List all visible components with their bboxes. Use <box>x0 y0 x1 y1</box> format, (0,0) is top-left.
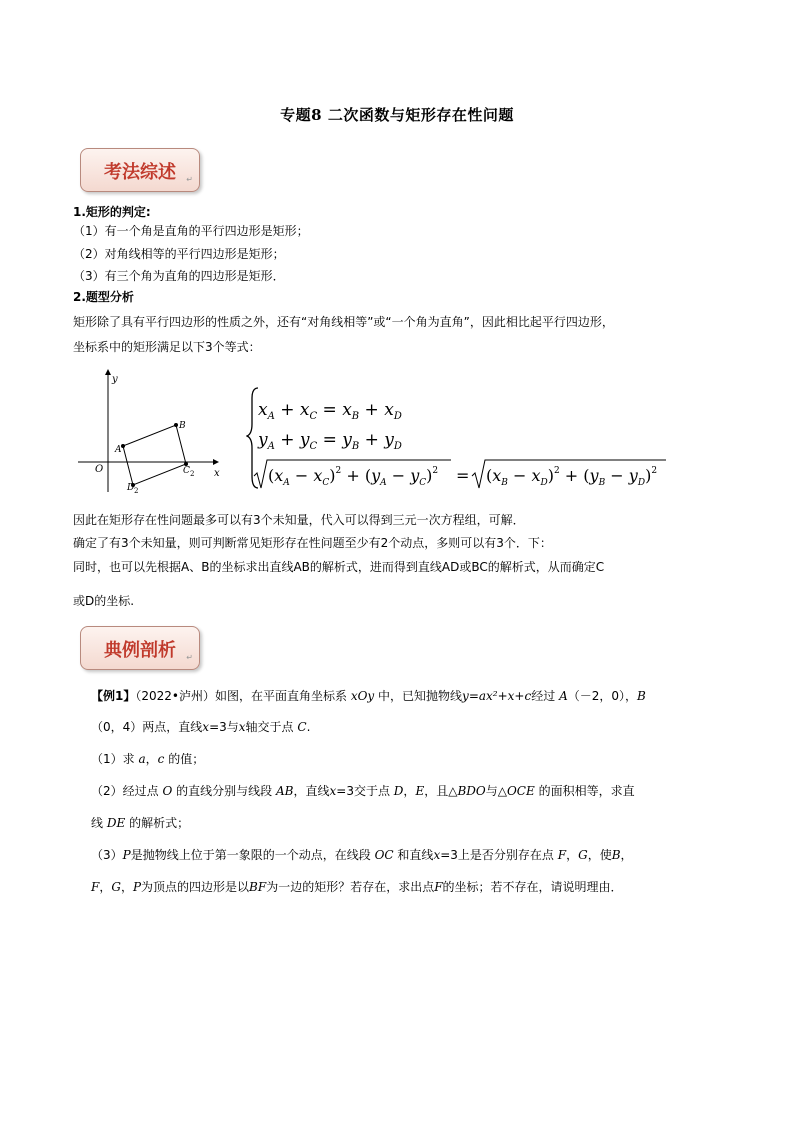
example-question-2: （2）经过点 O 的直线分别与线段 AB，直线x=3交于点 D，E，且△BDO与△OCE 的面积相等，求直 <box>91 784 635 798</box>
section-banner-methods: 考法综述 ↵ <box>80 148 200 192</box>
equation-2 <box>257 430 402 452</box>
example-line-1: 【例1】（2022•泸州）如图，在平面直角坐标系 xOy 中，已知抛物线y=ax²+x+c经过 A（－2，0），B <box>91 689 646 703</box>
point-c-label: C <box>183 466 190 476</box>
equation-1 <box>258 400 402 422</box>
rule-2: （2）对角线相等的平行四边形是矩形； <box>73 247 285 261</box>
rule-1: （1）有一个角是直角的平行四边形是矩形； <box>73 224 309 238</box>
x-axis-label: x <box>214 468 220 479</box>
heading-rect-criteria: 1.矩形的判定: <box>73 205 151 219</box>
analysis-para-1: 矩形除了具有平行四边形的性质之外，还有“对角线相等”或“一个角为直角”，因此相比起平行四边形， <box>73 315 614 329</box>
svg-text:=: = <box>456 466 470 485</box>
svg-text:xA + xC = xB + xD: $x_A + x_C = x_B + x_D$ <box>258 400 402 422</box>
svg-text:(xB − xD)2 + (yB − yD)2: $(x_B - x_D)^2 + (y_B - y_D)^2$ <box>486 466 658 488</box>
banner-label: 典例剖析 <box>104 640 176 661</box>
origin-label: O <box>95 464 104 475</box>
example-line-2: （0，4）两点，直线x=3与x轴交于点 C. <box>91 720 311 734</box>
point-a-label: A <box>115 445 122 455</box>
point-c-sub: 2 <box>190 470 195 478</box>
point-b <box>174 423 178 427</box>
after-para-1: 因此在矩形存在性问题最多可以有3个未知量，代入可以得到三元一次方程组，可解． <box>73 513 525 527</box>
after-para-2: 确定了有3个未知量，则可判断常见矩形存在性问题至少有2个动点，多则可以有3个．下： <box>73 536 552 550</box>
example-question-3-cont: F，G，P为顶点的四边形是以BF为一边的矩形？若存在，求出点F的坐标；若不存在，请说明理由． <box>91 880 623 894</box>
equation-system <box>246 384 672 496</box>
point-b-label: B <box>179 421 186 431</box>
point-a <box>121 444 125 448</box>
example-question-1: （1）求 a，c 的值； <box>91 752 205 766</box>
rectangle-diagram <box>78 366 238 496</box>
point-d-sub: 2 <box>134 487 139 495</box>
svg-text:yA + yC = yB + yD: $y_A + y_C = y_B + y_D$ <box>258 430 402 452</box>
example-question-2-cont: 线 DE 的解析式； <box>91 816 190 830</box>
point-d-label: D <box>127 483 135 493</box>
svg-text:(xA − xC)2 + (yA − yC)2: $(x_A - x_C)^2 + (y_A - y_C)^2$ <box>268 466 439 488</box>
after-para-4: 或D的坐标. <box>73 594 135 608</box>
after-para-3: 同时，也可以先根据A、B的坐标求出直线AB的解析式，进而得到直线AD或BC的解析式，从而确定C <box>73 560 605 574</box>
section-banner-examples: 典例剖析 ↵ <box>80 626 200 670</box>
rectangle-abcd <box>123 425 186 485</box>
example-question-3: （3）P是抛物线上位于第一象限的一个动点，在线段 OC 和直线x=3上是否分别存在点 F，G，使B， <box>91 848 633 862</box>
heading-question-analysis: 2.题型分析 <box>73 290 134 304</box>
y-axis-label: y <box>112 374 118 385</box>
banner-label: 考法综述 <box>104 162 176 183</box>
equation-3 <box>254 460 666 488</box>
rule-3: （3）有三个角为直角的四边形是矩形． <box>73 269 285 283</box>
page-title: 专题8 二次函数与矩形存在性问题 <box>280 106 514 124</box>
analysis-para-2: 坐标系中的矩形满足以下3个等式： <box>73 340 261 354</box>
